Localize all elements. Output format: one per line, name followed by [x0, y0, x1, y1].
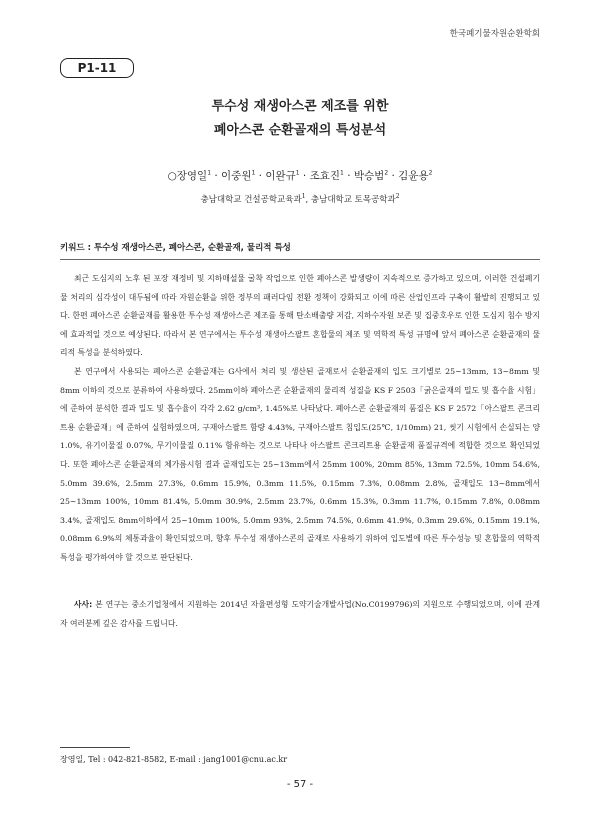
author-separator: ·: [255, 170, 266, 182]
acknowledgement-label: 사사:: [74, 600, 93, 609]
author-affiliation-mark: 1: [207, 169, 212, 177]
author-affiliation-mark: 2: [384, 169, 389, 177]
title-line-2: 폐아스콘 순환골재의 특성분석: [213, 123, 387, 138]
author-list: [0, 168, 600, 183]
author-affiliation-mark: 2: [428, 169, 433, 177]
author-separator: ·: [343, 170, 354, 182]
affiliation-1: 충남대학교 건설공학교육과: [200, 195, 302, 205]
page-number: - 57 -: [286, 779, 314, 790]
title-line-1: 투수성 재생아스콘 제조를 위한: [211, 99, 389, 114]
author-name: 박승범: [353, 170, 385, 182]
affiliations: [0, 193, 600, 205]
author-name: 이완규: [265, 170, 296, 182]
author-affiliation-mark: 1: [340, 169, 344, 177]
author-separator: ·: [388, 170, 399, 182]
paper-code: P1-11: [77, 61, 117, 75]
keywords-divider: [60, 259, 540, 260]
affiliation-1-mark: 1: [301, 193, 306, 201]
abstract-body: [60, 270, 540, 568]
keywords: 키워드 : 투수성 재생아스콘, 폐아스콘, 순환골재, 물리적 특성: [60, 243, 291, 253]
author-name: 이중원: [221, 170, 252, 182]
society-name: 한국폐기물자원순환학회: [449, 29, 540, 39]
paragraph-2: 본 연구에서 사용되는 폐아스콘 순환골재는 G사에서 처리 및 생산된 골재로서 순환골재의 입도 크기별로 25~13mm, 13~8mm 및 8mm 이하의 것으로 분류하여 사용하였다. 25mm이하 폐아스콘 순환골재의 물리적 성질을 KS F 2503「굵은골재의 밀도 및 흡수율 시험」에 준하여 분석한 결과 밀도 및 흡수율이 각각 2.62 g/cm³, 1.45%로 나타났다. 폐아스콘 순환골재의 품질은 KS F 2572「아스팔트 콘크리트용 순환골재」에 준하여 실험하였으며, 구재아스팔트 함량 4.43%, 구재아스팔트 침입도(25℃, 1/10mm) 21, 씻기 시험에서 손실되는 양 1.0%, 유기이물질 0.07%, 무기이물질 0.11% 함유하는 것으로 나타나 아스팔트 콘크리트용 순환골재 품질규격에 적합한 것으로 확인되었다. 또한 폐아스콘 순환골재의 체가름시험 결과 골재입도는 25~13mm에서 25mm 100%, 20mm 85%, 13mm 72.5%, 10mm 54.6%, 5.0mm 39.6%, 2.5mm 27.3%, 0.6mm 15.9%, 0.3mm 11.5%, 0.15mm 7.3%, 0.08mm 2.8%, 골재입도 13~8mm에서 25~13mm 100%, 10mm 81.4%, 5.0mm 30.9%, 2.5mm 23.7%, 0.6mm 15.3%, 0.3mm 11.7%, 0.15mm 7.8%, 0.08mm 3.4%, 골재입도 8mm이하에서 25~10mm 100%, 5.0mm 93%, 2.5mm 74.5%, 0.6mm 41.9%, 0.3mm 29.6%, 0.15mm 19.1%, 0.08mm 6.9%의 체통과율이 확인되었으며, 향후 투수성 재생아스콘의 골재로 사용하기 위하여 입도별에 따른 투수성능 및 혼합물의 역학적 특성을 평가하여야 할 것으로 판단된다.: [60, 366, 540, 562]
author-affiliation-mark: 1: [295, 169, 300, 177]
paper-code-box: [60, 58, 134, 78]
paper-title: [0, 95, 600, 143]
acknowledgement: [60, 596, 540, 633]
author-separator: ·: [299, 170, 310, 182]
paragraph-1: 최근 도심지의 노후 된 포장 재정비 및 지하매설물 굴착 작업으로 인한 폐아스콘 발생량이 지속적으로 증가하고 있으며, 이러한 건설폐기물 처리의 심각성이 대두됨에 따라 자원순환을 위한 정부의 패러다임 전환 정책이 강화되고 이에 따른 산업인프라 구축이 활발히 진행되고 있다. 한편 폐아스콘 순환골재를 활용한 투수성 재생아스콘 제조를 통해 탄소배출량 저감, 지하수자원 보존 및 집중호우로 인한 도심지 침수 방지에 효과적일 것으로 예상된다. 따라서 본 연구에서는 투수성 재생아스팔트 혼합물의 제조 및 역학적 특성 규명에 앞서 폐아스콘 순환골재의 물리적 특성을 분석하였다.: [60, 274, 540, 358]
author-affiliation-mark: 1: [251, 169, 256, 177]
affiliation-2: , 충남대학교 토목공학과: [305, 195, 396, 205]
affiliation-2-mark: 2: [395, 193, 400, 201]
footnote-divider: [60, 747, 130, 748]
author-name: 조효진: [309, 170, 341, 182]
author-name: 장영일: [176, 170, 208, 182]
footnote-contact: 장영일, Tel : 042-821-8582, E-mail : jang1001@cnu.ac.kr: [60, 755, 288, 764]
presenter-mark: ○: [167, 170, 177, 182]
acknowledgement-text: 본 연구는 중소기업청에서 지원하는 2014년 자율편성형 도약기술개발사업(No.C0199796)의 지원으로 수행되었으며, 이에 관계자 여러분께 깊은 감사를 드립니다.: [60, 600, 540, 628]
author-name: 김윤용: [398, 170, 429, 182]
author-separator: ·: [211, 170, 222, 182]
